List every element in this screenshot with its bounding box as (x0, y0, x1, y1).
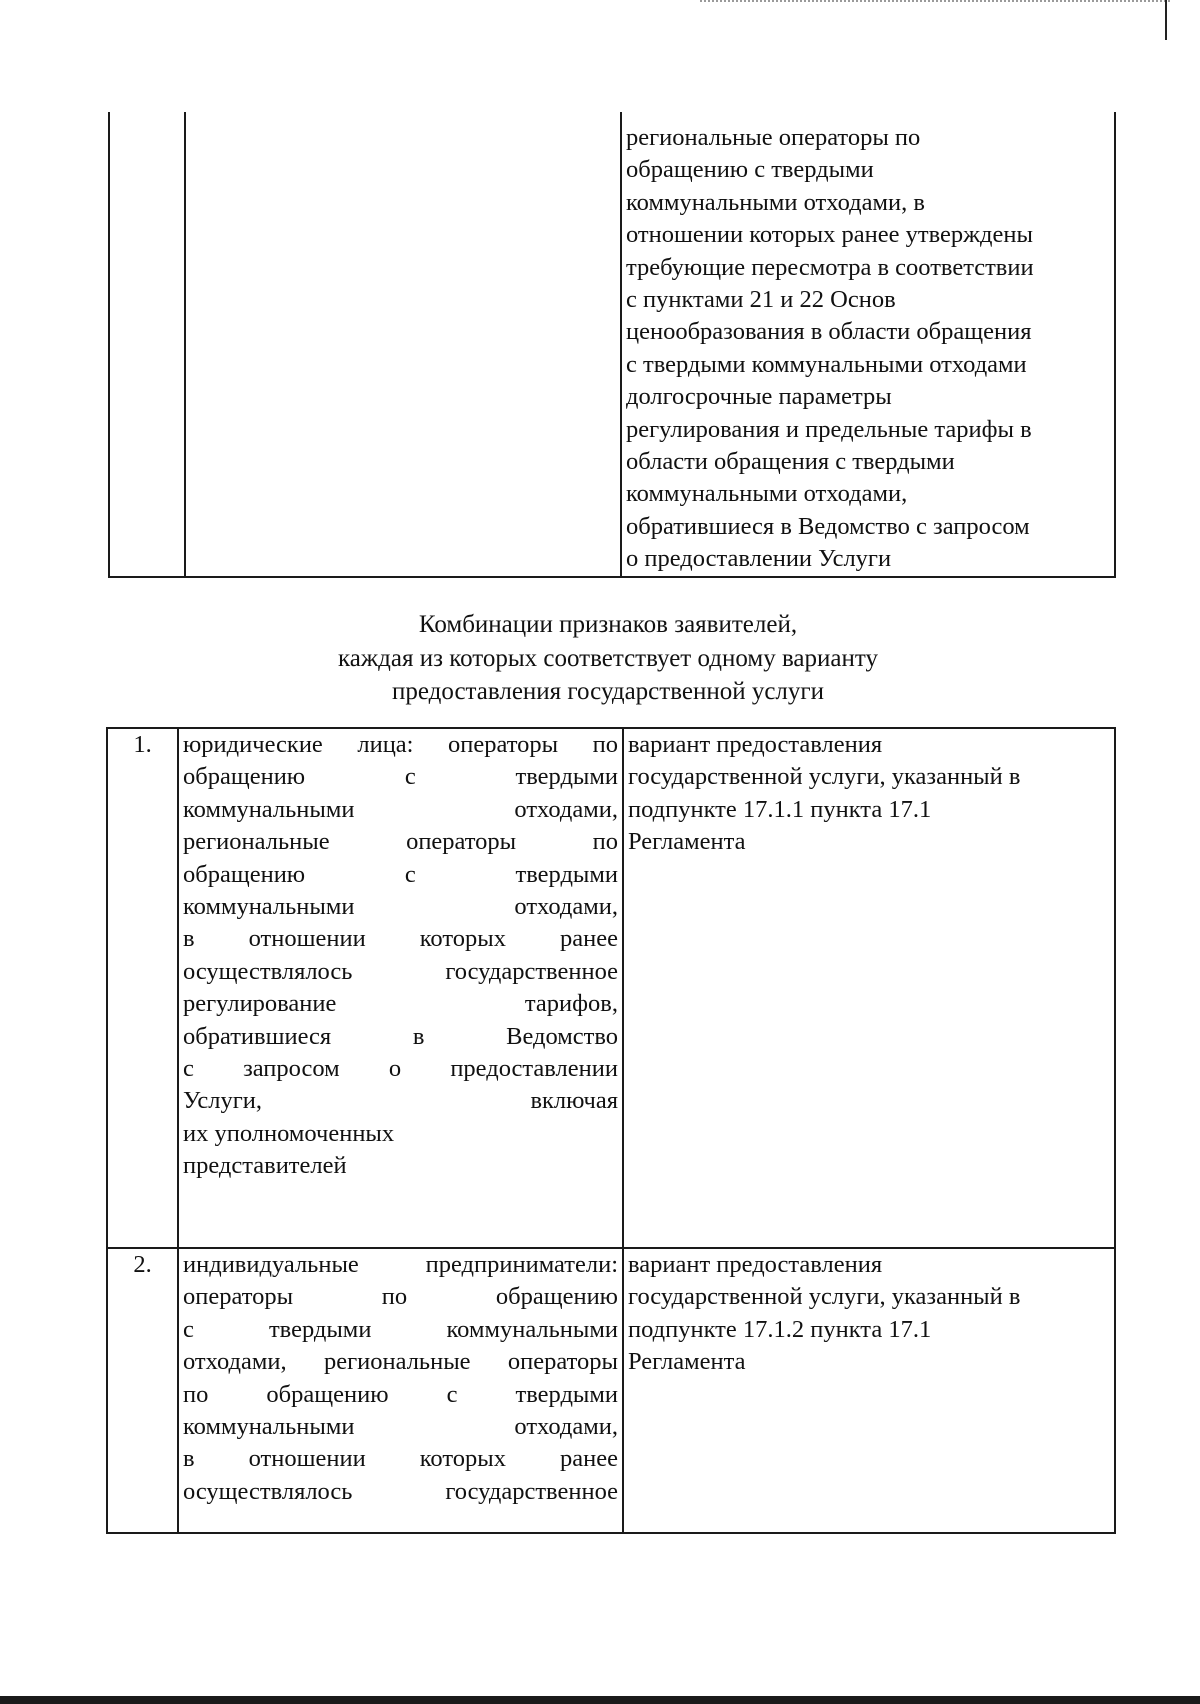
text-line: осуществлялось государственное (183, 1477, 618, 1505)
text-line: обращению с твердыми (183, 860, 618, 888)
text-line: обращению с твердыми (626, 156, 874, 184)
text-line: операторы по обращению (183, 1283, 618, 1311)
text-line: государственной услуги, указанный в (628, 1283, 1021, 1311)
text-line: требующие пересмотра в соответствии (626, 253, 1034, 281)
text-line: с пунктами 21 и 22 Основ (626, 286, 896, 314)
scan-artifact-top (700, 0, 1170, 2)
row-variant (623, 1248, 1115, 1533)
text-line: представителей (183, 1152, 347, 1180)
table-continued (108, 112, 1116, 578)
scan-artifact-right (1165, 0, 1167, 40)
text-line: коммунальными отходами, (183, 1413, 618, 1441)
row-criteria (178, 728, 623, 1248)
section-heading (108, 608, 1108, 709)
table-cell-number (109, 112, 185, 577)
table-row (107, 728, 1115, 1248)
text-line: региональные операторы по (183, 828, 618, 856)
text-line: с запросом о предоставлении (183, 1055, 618, 1083)
text-line: подпункте 17.1.1 пункта 17.1 (628, 795, 932, 823)
text-line: коммунальными отходами, в (626, 188, 925, 216)
heading-line: каждая из которых соответствует одному варианту (338, 644, 878, 672)
row-variant (623, 728, 1115, 1248)
text-line: региональные операторы по (626, 124, 921, 151)
scan-artifact-bottom (0, 1696, 1200, 1704)
text-line: регулирование тарифов, (183, 990, 618, 1018)
row-criteria (178, 1248, 623, 1533)
table-row (109, 112, 1115, 577)
row-number: 2. (107, 1248, 178, 1533)
text-line: с твердыми коммунальными отходами (626, 350, 1027, 378)
text-line: с твердыми коммунальными (183, 1315, 618, 1343)
text-line: индивидуальные предприниматели: (183, 1251, 618, 1278)
text-line: в отношении которых ранее (183, 925, 618, 953)
table-row (107, 1248, 1115, 1533)
text-line: их уполномоченных (183, 1119, 395, 1147)
text-line: о предоставлении Услуги (626, 545, 892, 573)
heading-line: предоставления государственной услуги (391, 678, 825, 705)
text-line: коммунальными отходами, (183, 795, 618, 823)
text-line: Регламента (628, 828, 746, 856)
text-line: юридические лица: операторы по (183, 731, 618, 758)
text-line: отношении которых ранее утверждены (626, 221, 1033, 249)
text-line: вариант предоставления (628, 1251, 883, 1278)
text-line: Услуги, включая (183, 1087, 618, 1115)
table-cell-description (621, 112, 1115, 577)
text-line: коммунальными отходами, (183, 893, 618, 921)
text-line: в отношении которых ранее (183, 1445, 618, 1473)
text-line: регулирования и предельные тарифы в (626, 415, 1032, 443)
text-line: долгосрочные параметры (626, 383, 892, 411)
text-line: государственной услуги, указанный в (628, 763, 1021, 791)
text-line: по обращению с твердыми (183, 1380, 618, 1408)
text-line: отходами, региональные операторы (183, 1348, 618, 1376)
text-line: обратившиеся в Ведомство (183, 1022, 618, 1050)
text-line: коммунальными отходами, (626, 480, 908, 508)
text-line: обращению с твердыми (183, 763, 618, 791)
heading-line: Комбинации признаков заявителей, (418, 611, 798, 638)
text-line: обратившиеся в Ведомство с запросом (626, 512, 1030, 540)
text-line: подпункте 17.1.2 пункта 17.1 (628, 1315, 932, 1343)
text-line: ценообразования в области обращения (626, 318, 1032, 346)
text-line: осуществлялось государственное (183, 957, 618, 985)
row-number: 1. (107, 728, 178, 1248)
table-cell-criteria (185, 112, 621, 577)
text-line: Регламента (628, 1348, 746, 1376)
combinations-table (106, 727, 1116, 1534)
text-line: вариант предоставления (628, 731, 883, 758)
text-line: области обращения с твердыми (626, 448, 955, 476)
